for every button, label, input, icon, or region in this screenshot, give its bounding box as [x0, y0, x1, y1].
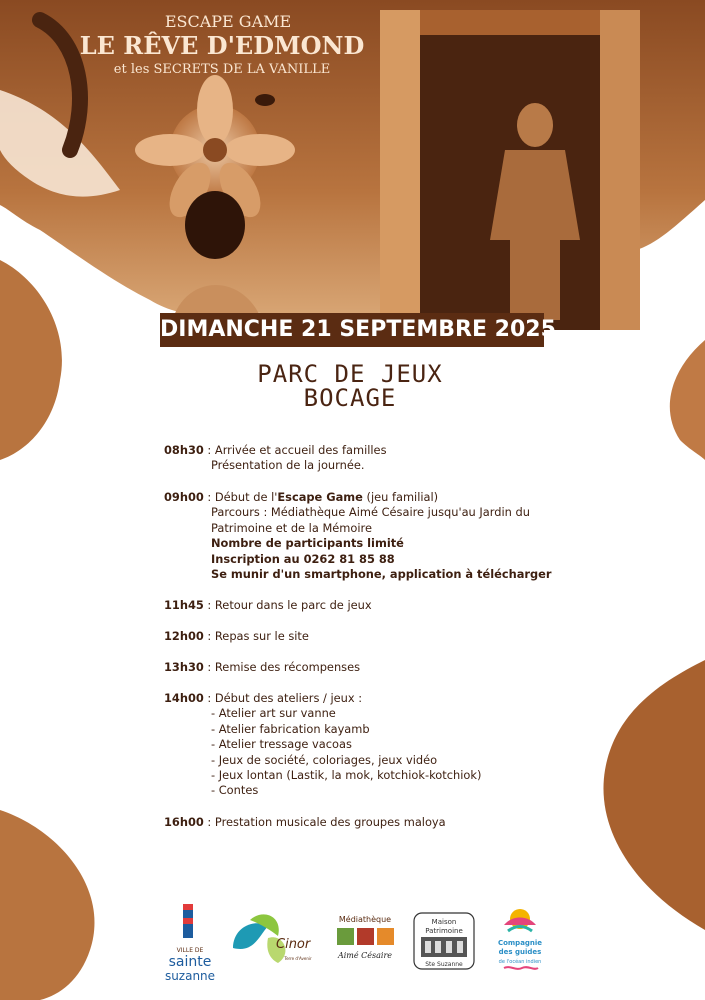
schedule-time: 11h45 — [164, 598, 204, 612]
cinor-logo — [228, 908, 323, 968]
schedule-line: - Atelier art sur vanne — [211, 706, 336, 721]
venue-title — [200, 362, 500, 410]
schedule-time: 14h00 — [164, 691, 204, 705]
maison-line-2: Patrimoine — [425, 927, 463, 935]
schedule-time: 12h00 — [164, 629, 204, 643]
schedule-line: Repas sur le site — [214, 629, 309, 643]
maison-line-3: Ste Suzanne — [425, 961, 463, 968]
maison-line-1: Maison — [431, 918, 457, 926]
schedule-line: Présentation de la journée. — [211, 458, 365, 473]
schedule-time: 16h00 — [164, 815, 204, 829]
schedule-line: Patrimoine et de la Mémoire — [211, 520, 372, 535]
schedule-line: - Atelier fabrication kayamb — [211, 721, 370, 736]
schedule-item-1330: 13h30 : Remise des récompenses — [164, 660, 361, 674]
date-banner — [160, 313, 556, 347]
ville-sainte-suzanne-logo — [155, 900, 225, 985]
schedule-line: - Jeux lontan (Lastik, la mok, kotchiok-kotchiok) — [211, 768, 482, 783]
schedule-item-1200: 12h00 : Repas sur le site — [164, 629, 309, 643]
ville-line-3: suzanne — [164, 969, 216, 983]
schedule-line: Remise des récompenses — [214, 660, 361, 674]
schedule-item-0830: 08h30 : Arrivée et accueil des familles Présentation de la journée. — [164, 443, 584, 474]
compagnie-guides-logo — [490, 905, 550, 975]
venue-line-2: BOCAGE — [303, 384, 397, 412]
hero-title: LE RÊVE D'EDMOND — [79, 31, 365, 60]
compagnie-line-2: des guides — [498, 948, 542, 956]
mediatheque-line-1: Médiathèque — [338, 915, 392, 924]
left-splotch — [0, 260, 70, 460]
hero-artwork — [0, 0, 705, 345]
schedule-line: Retour dans le parc de jeux — [214, 598, 372, 612]
schedule-line: Escape Game — [277, 490, 363, 504]
venue-line-1: PARC DE JEUX — [257, 360, 443, 388]
ville-line-1: VILLE DE — [176, 947, 204, 954]
mediatheque-logo — [333, 912, 398, 967]
schedule-item-1600: 16h00 : Prestation musicale des groupes maloya — [164, 815, 446, 829]
ville-line-2: sainte — [168, 954, 212, 970]
cinor-name: Cinor — [276, 937, 311, 952]
schedule-line: - Contes — [211, 783, 259, 798]
schedule-item-0900: 09h00 : Début de l'Escape Game (jeu familial) Parcours : Médiathèque Aimé Césaire jusqu'au Jardin du Patrimoine et de la Mémoire Nombre de participants limité Inscription au 0262 81 85 88 Se munir d'un smartphone, application à télécharger — [164, 490, 584, 582]
schedule-time: 09h00 — [164, 490, 204, 504]
compagnie-line-1: Compagnie — [497, 939, 543, 947]
schedule-line: - Atelier tressage vacoas — [211, 737, 352, 752]
hero-subtitle: et les SECRETS DE LA VANILLE — [113, 62, 331, 77]
schedule-line: Parcours : Médiathèque Aimé Césaire jusqu'au Jardin du — [211, 505, 530, 520]
schedule-time: 08h30 — [164, 443, 204, 457]
schedule-line: (jeu familial) — [362, 490, 439, 504]
compagnie-line-3: de l'océan indien — [498, 959, 542, 965]
schedule-line: Début des ateliers / jeux : — [214, 691, 363, 705]
cinor-tagline: Terre d'Avenir — [284, 956, 312, 961]
schedule-line: Se munir d'un smartphone, application à télécharger — [211, 567, 552, 582]
banner-day: DIMANCHE — [160, 317, 294, 342]
schedule-line: - Jeux de société, coloriages, jeux vidéo — [211, 752, 438, 767]
banner-date: 21 SEPTEMBRE 2025 — [301, 317, 556, 342]
schedule-line: Nombre de participants limité — [211, 536, 404, 551]
schedule-time: 13h30 — [164, 660, 204, 674]
right-splotch-top — [620, 340, 705, 460]
mediatheque-line-2: Aimé Césaire — [337, 951, 393, 960]
maison-patrimoine-logo — [413, 912, 475, 972]
schedule-line: Inscription au 0262 81 85 88 — [211, 551, 395, 566]
schedule-line: Prestation musicale des groupes maloya — [214, 815, 446, 829]
hero-kicker: ESCAPE GAME — [164, 12, 292, 31]
partner-logos — [0, 890, 705, 990]
schedule-item-1400: 14h00 : Début des ateliers / jeux : - Atelier art sur vanne - Atelier fabrication kayamb - Atelier tressage vacoas - Jeux de société, coloriages, jeux vidéo - Jeux lontan (Lastik, la mok, kotchiok-kotchiok) - Contes — [164, 691, 584, 799]
schedule-line: Arrivée et accueil des familles — [214, 443, 387, 457]
schedule-item-1145: 11h45 : Retour dans le parc de jeux — [164, 598, 372, 612]
schedule-line: Début de l' — [214, 490, 278, 504]
